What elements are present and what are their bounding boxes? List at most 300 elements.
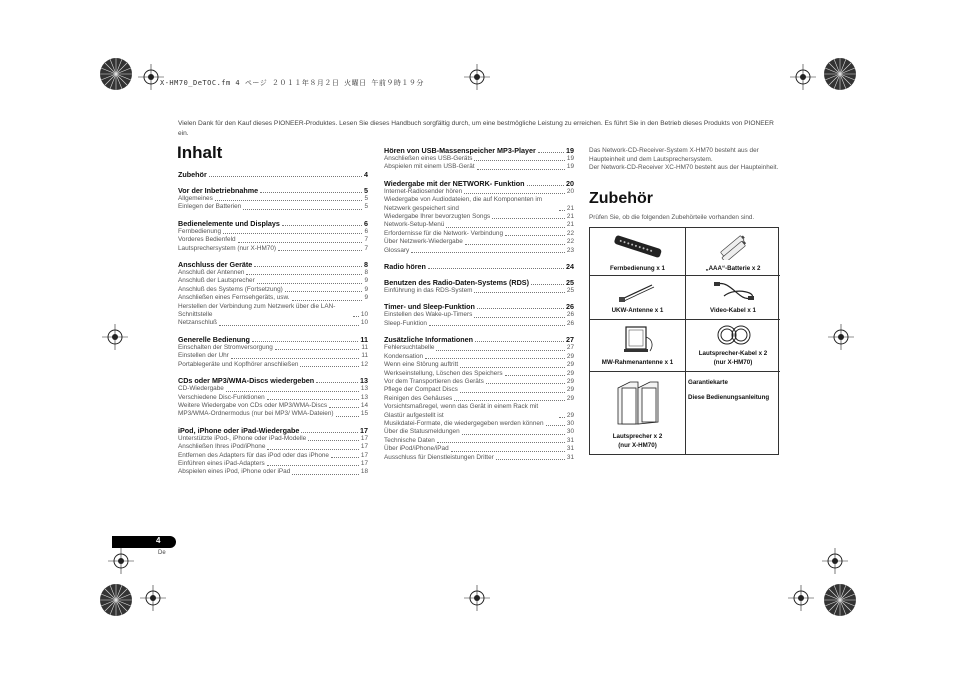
toc-entry-page: 10 — [360, 319, 368, 327]
toc-entry-title: Fernbedienung — [178, 227, 221, 235]
toc-entry[interactable] — [178, 402, 368, 410]
crosshair-mark — [140, 585, 166, 611]
toc-leader — [505, 375, 565, 376]
crosshair-mark — [464, 585, 490, 611]
toc-entry[interactable] — [178, 344, 368, 352]
toc-entry-page: 29 — [566, 352, 574, 360]
toc-entry-title: Verschiedene Disc-Funktionen — [178, 393, 265, 401]
toc-leader — [477, 169, 565, 170]
system-description-line: Der Network-CD-Receiver XC-HM70 besteht aus der Haupteinheit. — [589, 164, 779, 172]
toc-section-page: 4 — [364, 170, 368, 179]
toc-leader — [353, 316, 359, 317]
accessory-am-antenna-cell — [590, 320, 686, 372]
toc-entry[interactable] — [178, 319, 368, 327]
toc-leader — [436, 350, 564, 351]
toc-entry-page: 31 — [566, 453, 574, 461]
toc-section-title: Benutzen des Radio-Daten-Systems (RDS) — [384, 278, 529, 288]
toc-entry-page: 29 — [566, 394, 574, 402]
toc-section — [178, 335, 368, 369]
toc-section — [178, 186, 368, 212]
toc-section-title: Bedienelemente und Displays — [178, 218, 280, 228]
toc-entry-title: Abspielen eines iPod, iPhone oder iPad — [178, 468, 291, 476]
toc-entry[interactable] — [384, 221, 574, 229]
toc-entry-title: Über die Statusmeldungen — [384, 428, 460, 436]
toc-leader — [428, 268, 564, 269]
toc-section-entry[interactable] — [384, 302, 574, 311]
toc-entry[interactable] — [178, 228, 368, 236]
toc-entry[interactable] — [178, 277, 368, 285]
toc-section-entry[interactable] — [178, 260, 368, 269]
toc-leader — [278, 250, 362, 251]
registration-mark-top-left — [96, 54, 136, 94]
toc-section — [384, 179, 574, 255]
toc-leader — [527, 185, 565, 186]
toc-leader — [464, 193, 565, 194]
toc-entry-title: Glossary — [384, 246, 410, 254]
toc-leader — [460, 367, 565, 368]
accessories-title: Zubehör — [589, 190, 653, 207]
toc-entry-title: Lautsprechersystem (nur X-HM70) — [178, 244, 277, 252]
accessory-speakers-cell — [590, 372, 686, 454]
toc-entry[interactable] — [178, 352, 368, 360]
toc-leader — [300, 366, 358, 367]
toc-section-entry[interactable] — [178, 376, 368, 385]
toc-leader — [475, 341, 564, 342]
toc-entry-title: Weitere Wiedergabe von CDs oder MP3/WMA-Discs — [178, 401, 328, 409]
toc-leader — [238, 242, 363, 243]
toc-leader — [474, 160, 564, 161]
toc-entry-title: Fehlersuchtabelle — [384, 344, 435, 352]
toc-entry-page: 25 — [566, 287, 574, 295]
toc-leader — [531, 284, 564, 285]
toc-entry-title: Einstellen des Wake-up-Timers — [384, 311, 473, 319]
toc-section — [178, 376, 368, 419]
toc-section — [384, 146, 574, 172]
toc-entry-title: Anschluß des Systems (Fortsetzung) — [178, 285, 283, 293]
toc-section-page: 5 — [364, 186, 368, 195]
toc-leader — [505, 235, 565, 236]
toc-entry[interactable] — [384, 428, 574, 436]
toc-leader — [267, 449, 358, 450]
toc-section-page: 26 — [566, 302, 574, 312]
toc-entry[interactable] — [384, 213, 574, 221]
toc-section-title: CDs oder MP3/WMA-Discs wiedergeben — [178, 376, 315, 386]
toc-entry-page: 29 — [566, 361, 574, 369]
toc-section-page: 8 — [364, 260, 368, 270]
toc-entry-title: Wiedergabe Ihrer bevorzugten Songs — [384, 213, 491, 221]
toc-entry[interactable] — [384, 378, 574, 386]
toc-entry[interactable] — [384, 247, 574, 255]
toc-entry[interactable] — [178, 269, 368, 277]
language-code: De — [158, 550, 166, 556]
toc-entry[interactable] — [178, 460, 368, 468]
toc-leader — [308, 440, 359, 441]
toc-section-entry[interactable] — [384, 179, 574, 188]
toc-entry[interactable] — [384, 155, 574, 163]
toc-entry[interactable] — [178, 361, 368, 369]
toc-section-page: 19 — [566, 146, 574, 155]
fm-antenna-icon — [618, 279, 658, 305]
accessory-remote-cell — [590, 228, 686, 276]
toc-entry-page: 13 — [360, 385, 368, 393]
toc-entry[interactable] — [178, 435, 368, 443]
toc-leader — [425, 358, 565, 359]
toc-leader — [316, 382, 358, 383]
toc-entry-title: Portablegeräte und Kopfhörer anschließen — [178, 360, 299, 368]
toc-entry[interactable] — [384, 437, 574, 445]
accessory-manual-label: Diese Bedienungsanleitung — [688, 394, 770, 401]
toc-entry[interactable] — [178, 294, 368, 302]
toc-entry[interactable] — [178, 410, 368, 418]
toc-entry[interactable] — [178, 245, 368, 253]
toc-entry-title: Herstellen der Verbindung zum Netzwerk über die LAN-Schnittstelle — [178, 302, 336, 319]
toc-entry-title: CD-Wiedergabe — [178, 385, 224, 393]
toc-column-1 — [178, 170, 368, 477]
toc-leader — [215, 200, 363, 201]
toc-section — [384, 302, 574, 328]
toc-entry-page: 13 — [360, 393, 368, 401]
accessories-table — [589, 227, 779, 455]
toc-entry-page: 12 — [360, 360, 368, 368]
toc-entry-title: Wenn eine Störung auftritt — [384, 361, 459, 369]
toc-leader — [451, 451, 565, 452]
toc-entry[interactable] — [384, 230, 574, 238]
page-tab — [112, 536, 176, 548]
registration-mark-bottom-left — [96, 580, 136, 620]
toc-entry-page: 17 — [360, 443, 368, 451]
toc-entry-page: 10 — [360, 311, 368, 319]
toc-entry[interactable] — [384, 395, 574, 403]
toc-leader — [246, 274, 362, 275]
crosshair-mark — [788, 585, 814, 611]
toc-section-title: Timer- und Sleep-Funktion — [384, 302, 475, 312]
toc-entry-title: Pflege der Compact Discs — [384, 386, 458, 394]
toc-leader — [474, 317, 565, 318]
toc-entry-title: Wiedergabe von Audiodateien, die auf Komponenten im Netzwerk gespeichert sind — [384, 196, 543, 212]
toc-entry-title: Einführen eines iPad-Adapters — [178, 459, 265, 467]
toc-leader — [486, 383, 565, 384]
toc-leader — [301, 432, 358, 433]
toc-section-entry[interactable] — [178, 186, 368, 195]
toc-entry-title: Ausschluss für Dienstleistungen Dritter — [384, 453, 494, 461]
toc-leader — [285, 291, 363, 292]
accessory-speakers-label: Lautsprecher x 2 — [612, 433, 663, 440]
toc-entry-page: 18 — [360, 468, 368, 476]
toc-section-title: Wiedergabe mit der NETWORK- Funktion — [384, 178, 525, 188]
toc-entry-title: Vorderes Bedienfeld — [178, 236, 236, 244]
toc-entry-page: 21 — [566, 204, 574, 212]
toc-entry-title: Einführung in das RDS-System — [384, 287, 473, 295]
crosshair-mark — [464, 64, 490, 90]
accessory-am-antenna-label: MW-Rahmenantenne x 1 — [601, 359, 674, 366]
toc-entry-title: Allgemeines — [178, 195, 213, 202]
accessory-speaker-cable-label: Lautsprecher-Kabel x 2 — [698, 350, 768, 357]
toc-section-title: iPod, iPhone oder iPad-Wiedergabe — [178, 425, 300, 435]
speaker-box-icon — [616, 378, 660, 426]
toc-entry[interactable] — [384, 386, 574, 394]
toc-entry[interactable] — [178, 303, 368, 320]
toc-section-title: Hören von USB-Massenspeicher MP3-Player — [384, 146, 536, 155]
toc-entry[interactable] — [384, 320, 574, 328]
toc-section-entry[interactable] — [178, 219, 368, 228]
toc-section-page: 20 — [566, 178, 574, 188]
toc-leader — [231, 358, 360, 359]
accessory-speakers-note: (nur X-HM70) — [618, 442, 657, 449]
toc-entry-page: 6 — [364, 227, 368, 235]
accessory-fm-antenna-label: UKW-Antenne x 1 — [611, 307, 664, 314]
toc-entry-page: 26 — [566, 311, 574, 319]
toc-section-page: 24 — [566, 262, 574, 272]
toc-section — [384, 335, 574, 462]
crosshair-mark — [822, 548, 848, 574]
toc-leader — [437, 442, 565, 443]
remote-control-icon — [612, 232, 664, 260]
crosshair-mark — [790, 64, 816, 90]
toc-section-entry[interactable] — [178, 426, 368, 435]
toc-leader — [429, 325, 565, 326]
toc-entry-page: 21 — [566, 213, 574, 221]
am-loop-antenna-icon — [620, 323, 656, 355]
registration-mark-bottom-right — [820, 580, 860, 620]
toc-entry-title: Werkseinstellung, Löschen des Speichers — [384, 369, 503, 377]
toc-entry-page: 20 — [566, 187, 574, 195]
toc-entry-page: 5 — [364, 195, 368, 202]
toc-entry[interactable] — [178, 385, 368, 393]
toc-entry-title: Vor dem Transportieren des Geräts — [384, 377, 484, 385]
toc-leader — [460, 392, 565, 393]
toc-entry-page: 29 — [566, 377, 574, 385]
toc-section-entry[interactable] — [178, 335, 368, 344]
toc-entry-page: 19 — [566, 163, 574, 171]
toc-entry[interactable] — [384, 311, 574, 319]
toc-leader — [292, 300, 363, 301]
accessory-batteries-cell — [686, 228, 780, 276]
system-description-line: Das Network-CD-Receiver-System X-HM70 besteht aus der Haupteinheit und dem Lautsprechersystem. — [589, 147, 759, 163]
accessories-intro: Prüfen Sie, ob die folgenden Zubehörteile vorhanden sind. — [589, 214, 755, 221]
toc-section — [384, 278, 574, 295]
accessory-speaker-cable-note: (nur X-HM70) — [713, 359, 753, 366]
toc-entry-title: Anschluß der Lautsprecher — [178, 277, 255, 285]
toc-entry-page: 17 — [360, 451, 368, 459]
toc-entry-title: Anschließen eines USB-Geräts — [384, 155, 473, 162]
accessory-warranty-label: Garantiekarte — [688, 379, 728, 386]
accessory-fm-antenna-cell — [590, 276, 686, 320]
toc-entry[interactable] — [178, 286, 368, 294]
accessory-video-cable-cell — [686, 276, 780, 320]
toc-entry[interactable] — [178, 468, 368, 476]
toc-section — [178, 170, 368, 179]
toc-section-page: 13 — [360, 376, 368, 386]
video-cable-icon — [710, 278, 758, 306]
toc-section-page: 6 — [364, 218, 368, 228]
toc-entry-page: 27 — [566, 344, 574, 352]
toc-leader — [546, 425, 565, 426]
toc-leader — [243, 209, 362, 210]
toc-column-2 — [384, 146, 574, 462]
toc-entry-title: Technische Daten — [384, 436, 435, 444]
crosshair-mark — [828, 324, 854, 350]
toc-entry[interactable] — [384, 454, 574, 462]
toc-entry[interactable] — [178, 195, 368, 203]
toc-entry-page: 29 — [566, 386, 574, 394]
toc-section-page: 25 — [566, 278, 574, 288]
toc-entry-page: 19 — [566, 155, 574, 162]
toc-entry-title: Über Netzwerk-Wiedergabe — [384, 238, 463, 246]
toc-entry-page: 23 — [566, 246, 574, 254]
toc-leader — [411, 252, 565, 253]
toc-section-title: Vor der Inbetriebnahme — [178, 186, 259, 195]
toc-entry[interactable] — [384, 188, 574, 196]
speaker-cable-icon — [714, 322, 754, 348]
toc-entry-page: 8 — [364, 269, 368, 277]
toc-leader — [538, 152, 564, 153]
toc-section-title: Zusätzliche Informationen — [384, 335, 474, 345]
toc-entry-page: 29 — [566, 369, 574, 377]
toc-entry-page: 31 — [566, 445, 574, 453]
toc-entry-title: Internet-Radiosender hören — [384, 187, 463, 195]
toc-leader — [260, 192, 362, 193]
toc-leader — [492, 218, 565, 219]
system-description — [589, 147, 779, 173]
toc-entry-page: 26 — [566, 319, 574, 327]
toc-entry-title: Einlegen der Batterien — [178, 203, 242, 211]
toc-entry[interactable] — [384, 238, 574, 246]
toc-section-title: Radio hören — [384, 262, 426, 272]
toc-entry-title: Anschließen Ihres iPod/iPhone — [178, 443, 266, 451]
toc-entry[interactable] — [384, 353, 574, 361]
toc-entry-title: Entfernen des Adapters für das iPod oder das iPhone — [178, 451, 329, 459]
toc-entry-title: Network-Setup-Menü — [384, 221, 445, 229]
toc-leader — [477, 308, 564, 309]
toc-section-entry[interactable] — [384, 335, 574, 344]
toc-entry-page: 9 — [364, 285, 368, 293]
toc-entry-title: Einstellen der Uhr — [178, 352, 229, 360]
toc-entry-title: Über iPod/iPhone/iPad — [384, 445, 449, 453]
accessory-remote-label: Fernbedienung x 1 — [609, 265, 665, 272]
toc-leader — [254, 266, 362, 267]
toc-entry-page: 17 — [360, 459, 368, 467]
toc-entry[interactable] — [384, 287, 574, 295]
toc-section-page: 11 — [360, 334, 368, 344]
toc-section-entry[interactable] — [384, 262, 574, 271]
accessory-video-cable-label: Video-Kabel x 1 — [710, 307, 756, 314]
toc-leader — [446, 227, 565, 228]
toc-entry-page: 7 — [364, 244, 368, 252]
toc-entry-title: MP3/WMA-Ordnermodus (nur bei MP3/ WMA-Dateien) — [178, 410, 334, 418]
toc-entry-title: Unterstützte iPod-, iPhone oder iPad-Modelle — [178, 434, 307, 442]
crosshair-mark — [108, 548, 134, 574]
toc-leader — [336, 416, 359, 417]
toc-leader — [559, 210, 565, 211]
toc-leader — [496, 459, 565, 460]
toc-entry[interactable] — [178, 452, 368, 460]
toc-leader — [219, 325, 359, 326]
toc-entry[interactable] — [384, 196, 574, 213]
toc-leader — [559, 417, 565, 418]
toc-entry-title: Erfordernisse für die Network- Verbindung — [384, 229, 503, 237]
toc-section-entry[interactable] — [178, 170, 368, 179]
toc-entry[interactable] — [178, 394, 368, 402]
toc-entry-page: 7 — [364, 236, 368, 244]
battery-icon — [716, 234, 750, 260]
toc-section — [178, 426, 368, 477]
toc-entry-title: Netzanschluß — [178, 319, 218, 327]
toc-title: Inhalt — [177, 143, 223, 162]
toc-entry[interactable] — [178, 236, 368, 244]
toc-entry-page: 30 — [566, 419, 574, 427]
toc-entry-title: Reinigen des Gehäuses — [384, 394, 453, 402]
toc-section-page: 17 — [360, 425, 368, 435]
toc-entry-page: 9 — [364, 277, 368, 285]
toc-entry-page: 11 — [361, 352, 368, 360]
toc-entry-page: 22 — [566, 229, 574, 237]
page-number: 4 — [156, 536, 161, 545]
crosshair-mark — [102, 324, 128, 350]
registration-mark-top-right — [820, 54, 860, 94]
toc-section — [178, 260, 368, 328]
toc-section — [384, 262, 574, 271]
toc-section-page: 27 — [566, 335, 574, 345]
toc-section-entry[interactable] — [384, 278, 574, 287]
toc-entry[interactable] — [384, 344, 574, 352]
toc-entry-title: Einschalten der Stromversorgung — [178, 343, 273, 351]
toc-entry-page: 15 — [360, 410, 368, 418]
toc-entry-page: 29 — [566, 411, 574, 419]
toc-leader — [226, 391, 359, 392]
toc-leader — [465, 244, 565, 245]
toc-section-title: Generelle Bedienung — [178, 334, 250, 344]
toc-leader — [209, 176, 362, 177]
toc-leader — [462, 434, 565, 435]
toc-leader — [267, 399, 359, 400]
accessory-documents-cell — [686, 372, 780, 454]
toc-leader — [331, 457, 359, 458]
toc-entry-title: Anschluß der Antennen — [178, 269, 245, 277]
toc-leader — [292, 474, 359, 475]
toc-entry-title: Musikdatei-Formate, die wiedergegeben werden können — [384, 419, 544, 427]
toc-entry-page: 21 — [566, 221, 574, 229]
toc-leader — [267, 465, 359, 466]
toc-leader — [329, 407, 359, 408]
toc-leader — [252, 341, 358, 342]
toc-section — [178, 219, 368, 253]
toc-section-entry[interactable] — [384, 146, 574, 155]
toc-entry[interactable] — [384, 445, 574, 453]
toc-entry[interactable] — [384, 163, 574, 171]
toc-entry[interactable] — [384, 361, 574, 369]
toc-entry[interactable] — [384, 403, 574, 420]
accessory-batteries-label: „AAA“-Batterie x 2 — [705, 265, 761, 272]
toc-entry-page: 30 — [566, 428, 574, 436]
toc-entry[interactable] — [178, 203, 368, 211]
toc-entry-page: 5 — [364, 203, 368, 211]
intro-text: Vielen Dank für den Kauf dieses PIONEER-Produktes. Lesen Sie dieses Handbuch sorgfältig durch, um eine bestmögliche Leistung zu erreichen. Es führt Sie in den Betrieb dieses Produkts von PIONEER ein. — [178, 120, 774, 137]
toc-entry-page: 22 — [566, 238, 574, 246]
toc-entry-page: 17 — [360, 434, 368, 442]
toc-entry-title: Kondensation — [384, 352, 424, 360]
accessory-speaker-cable-cell — [686, 320, 780, 372]
toc-entry[interactable] — [178, 443, 368, 451]
toc-entry[interactable] — [384, 370, 574, 378]
toc-entry-title: Abspielen mit einem USB-Gerät — [384, 163, 475, 171]
toc-leader — [474, 292, 564, 293]
toc-entry-title: Vorsichtsmaßregel, wenn das Gerät in einem Rack mit Glastür aufgestellt ist — [384, 403, 539, 419]
toc-entry-page: 9 — [364, 294, 368, 302]
toc-leader — [275, 349, 360, 350]
toc-entry-title: Sleep-Funktion — [384, 319, 427, 327]
toc-leader — [257, 283, 363, 284]
toc-entry-page: 11 — [361, 343, 368, 351]
